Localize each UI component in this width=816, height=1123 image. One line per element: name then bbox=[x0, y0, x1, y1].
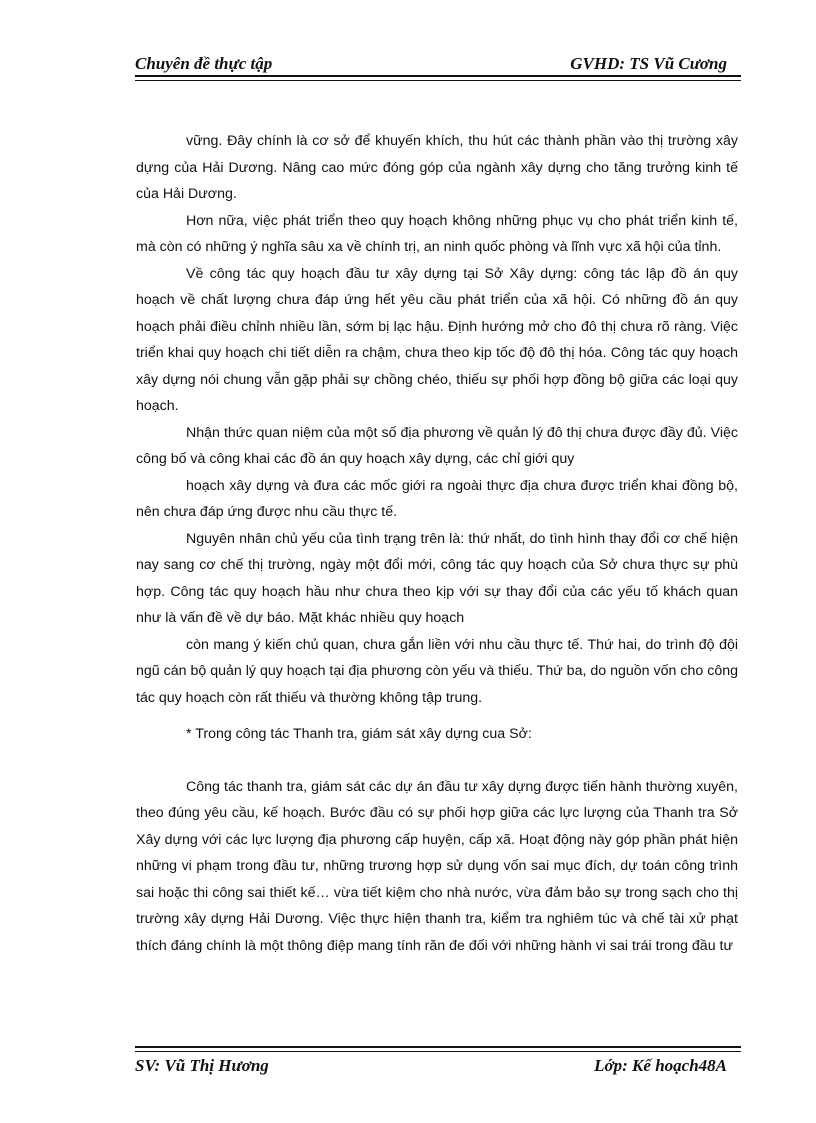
paragraph-5: hoạch xây dựng và đưa các mốc giới ra ngoài thực địa chưa được triển khai đồng bộ, nên chưa đáp ứng được nhu cầu thực tế. bbox=[136, 477, 738, 520]
footer-student: SV: Vũ Thị Hương bbox=[135, 1056, 269, 1075]
section-heading-inspection: * Trong công tác Thanh tra, giám sát xây dựng cua Sở: bbox=[186, 726, 532, 742]
header-advisor: GVHD: TS Vũ Cương bbox=[570, 54, 727, 73]
paragraph-2: Hơn nữa, việc phát triển theo quy hoạch không những phục vụ cho phát triển kinh tế, mà còn có những ý nghĩa sâu xa về chính trị, an ninh quốc phòng và lĩnh vực xã hội của tỉnh. bbox=[136, 212, 738, 255]
paragraph-7: còn mang ý kiến chủ quan, chưa gắn liền với nhu cầu thực tế. Thứ hai, do trình độ đội ngũ cán bộ quản lý quy hoạch tại địa phương còn yếu và thiếu. Thứ ba, do nguồn vốn cho công tác quy hoạch còn rất thiếu và thường không tập trung. bbox=[136, 636, 738, 706]
page-header bbox=[135, 48, 727, 74]
paragraph-6: Nguyên nhân chủ yếu của tình trạng trên là: thứ nhất, do tình hình thay đổi cơ chế hiện nay sang cơ chế thị trường, ngày một đổi mới, công tác quy hoạch của Sở chưa thực sự phù hợp. Công tác quy hoạch hầu như chưa theo kịp với sự thay đổi của các yếu tố khách quan như là vấn đề về dự báo. Mặt khác nhiều quy hoạch bbox=[136, 530, 738, 626]
footer-class: Lớp: Kế hoạch48A bbox=[594, 1056, 727, 1075]
header-title: Chuyên đề thực tập bbox=[135, 54, 273, 73]
page-footer bbox=[135, 1053, 727, 1079]
paragraph-1: vững. Đây chính là cơ sở để khuyến khích, thu hút các thành phần vào thị trường xây dựng của Hải Dương. Nâng cao mức đóng góp của ngành xây dựng cho tăng trưởng kinh tế của Hải Dương. bbox=[136, 133, 738, 202]
footer-rule bbox=[135, 1046, 741, 1052]
header-rule bbox=[135, 75, 741, 81]
paragraph-8: Công tác thanh tra, giám sát các dự án đầu tư xây dựng được tiến hành thường xuyên, theo đúng yêu cầu, kế hoạch. Bước đầu có sự phối hợp giữa các lực lượng của Thanh tra Sở Xây dựng với các lực lượng địa phương cấp huyện, cấp xã. Hoạt động này góp phần phát hiện những vi phạm trong đầu tư, những trương hợp sử dụng vốn sai mục đích, dự toán công trình sai hoặc thi công sai thiết kế… vừa tiết kiệm cho nhà nước, vừa đảm bảo sự trong sạch cho thị trường xây dựng Hải Dương. Việc thực hiện thanh tra, kiểm tra nghiêm túc và chế tài xử phạt thích đáng chính là một thông điệp mang tính răn đe đối với những hành vi sai trái trong đầu tư bbox=[136, 778, 738, 954]
paragraph-4: Nhận thức quan niệm của một số địa phương về quản lý đô thị chưa được đầy đủ. Việc công bố và công khai các đồ án quy hoạch xây dựng, các chỉ giới quy bbox=[136, 424, 738, 467]
paragraph-3: Về công tác quy hoạch đầu tư xây dựng tại Sở Xây dựng: công tác lập đồ án quy hoạch về chất lượng chưa đáp ứng hết yêu cầu phát triển của xã hội. Có những đồ án quy hoạch phải điều chỉnh nhiều lần, sớm bị lạc hậu. Định hướng mở cho đô thị chưa rõ ràng. Việc triển khai quy hoạch chi tiết diễn ra chậm, chưa theo kịp tốc độ đô thị hóa. Công tác quy hoạch xây dựng nói chung vẫn gặp phải sự chồng chéo, thiếu sự phối hợp đồng bộ giữa các loại quy hoạch. bbox=[136, 265, 738, 414]
page-body bbox=[136, 128, 738, 959]
